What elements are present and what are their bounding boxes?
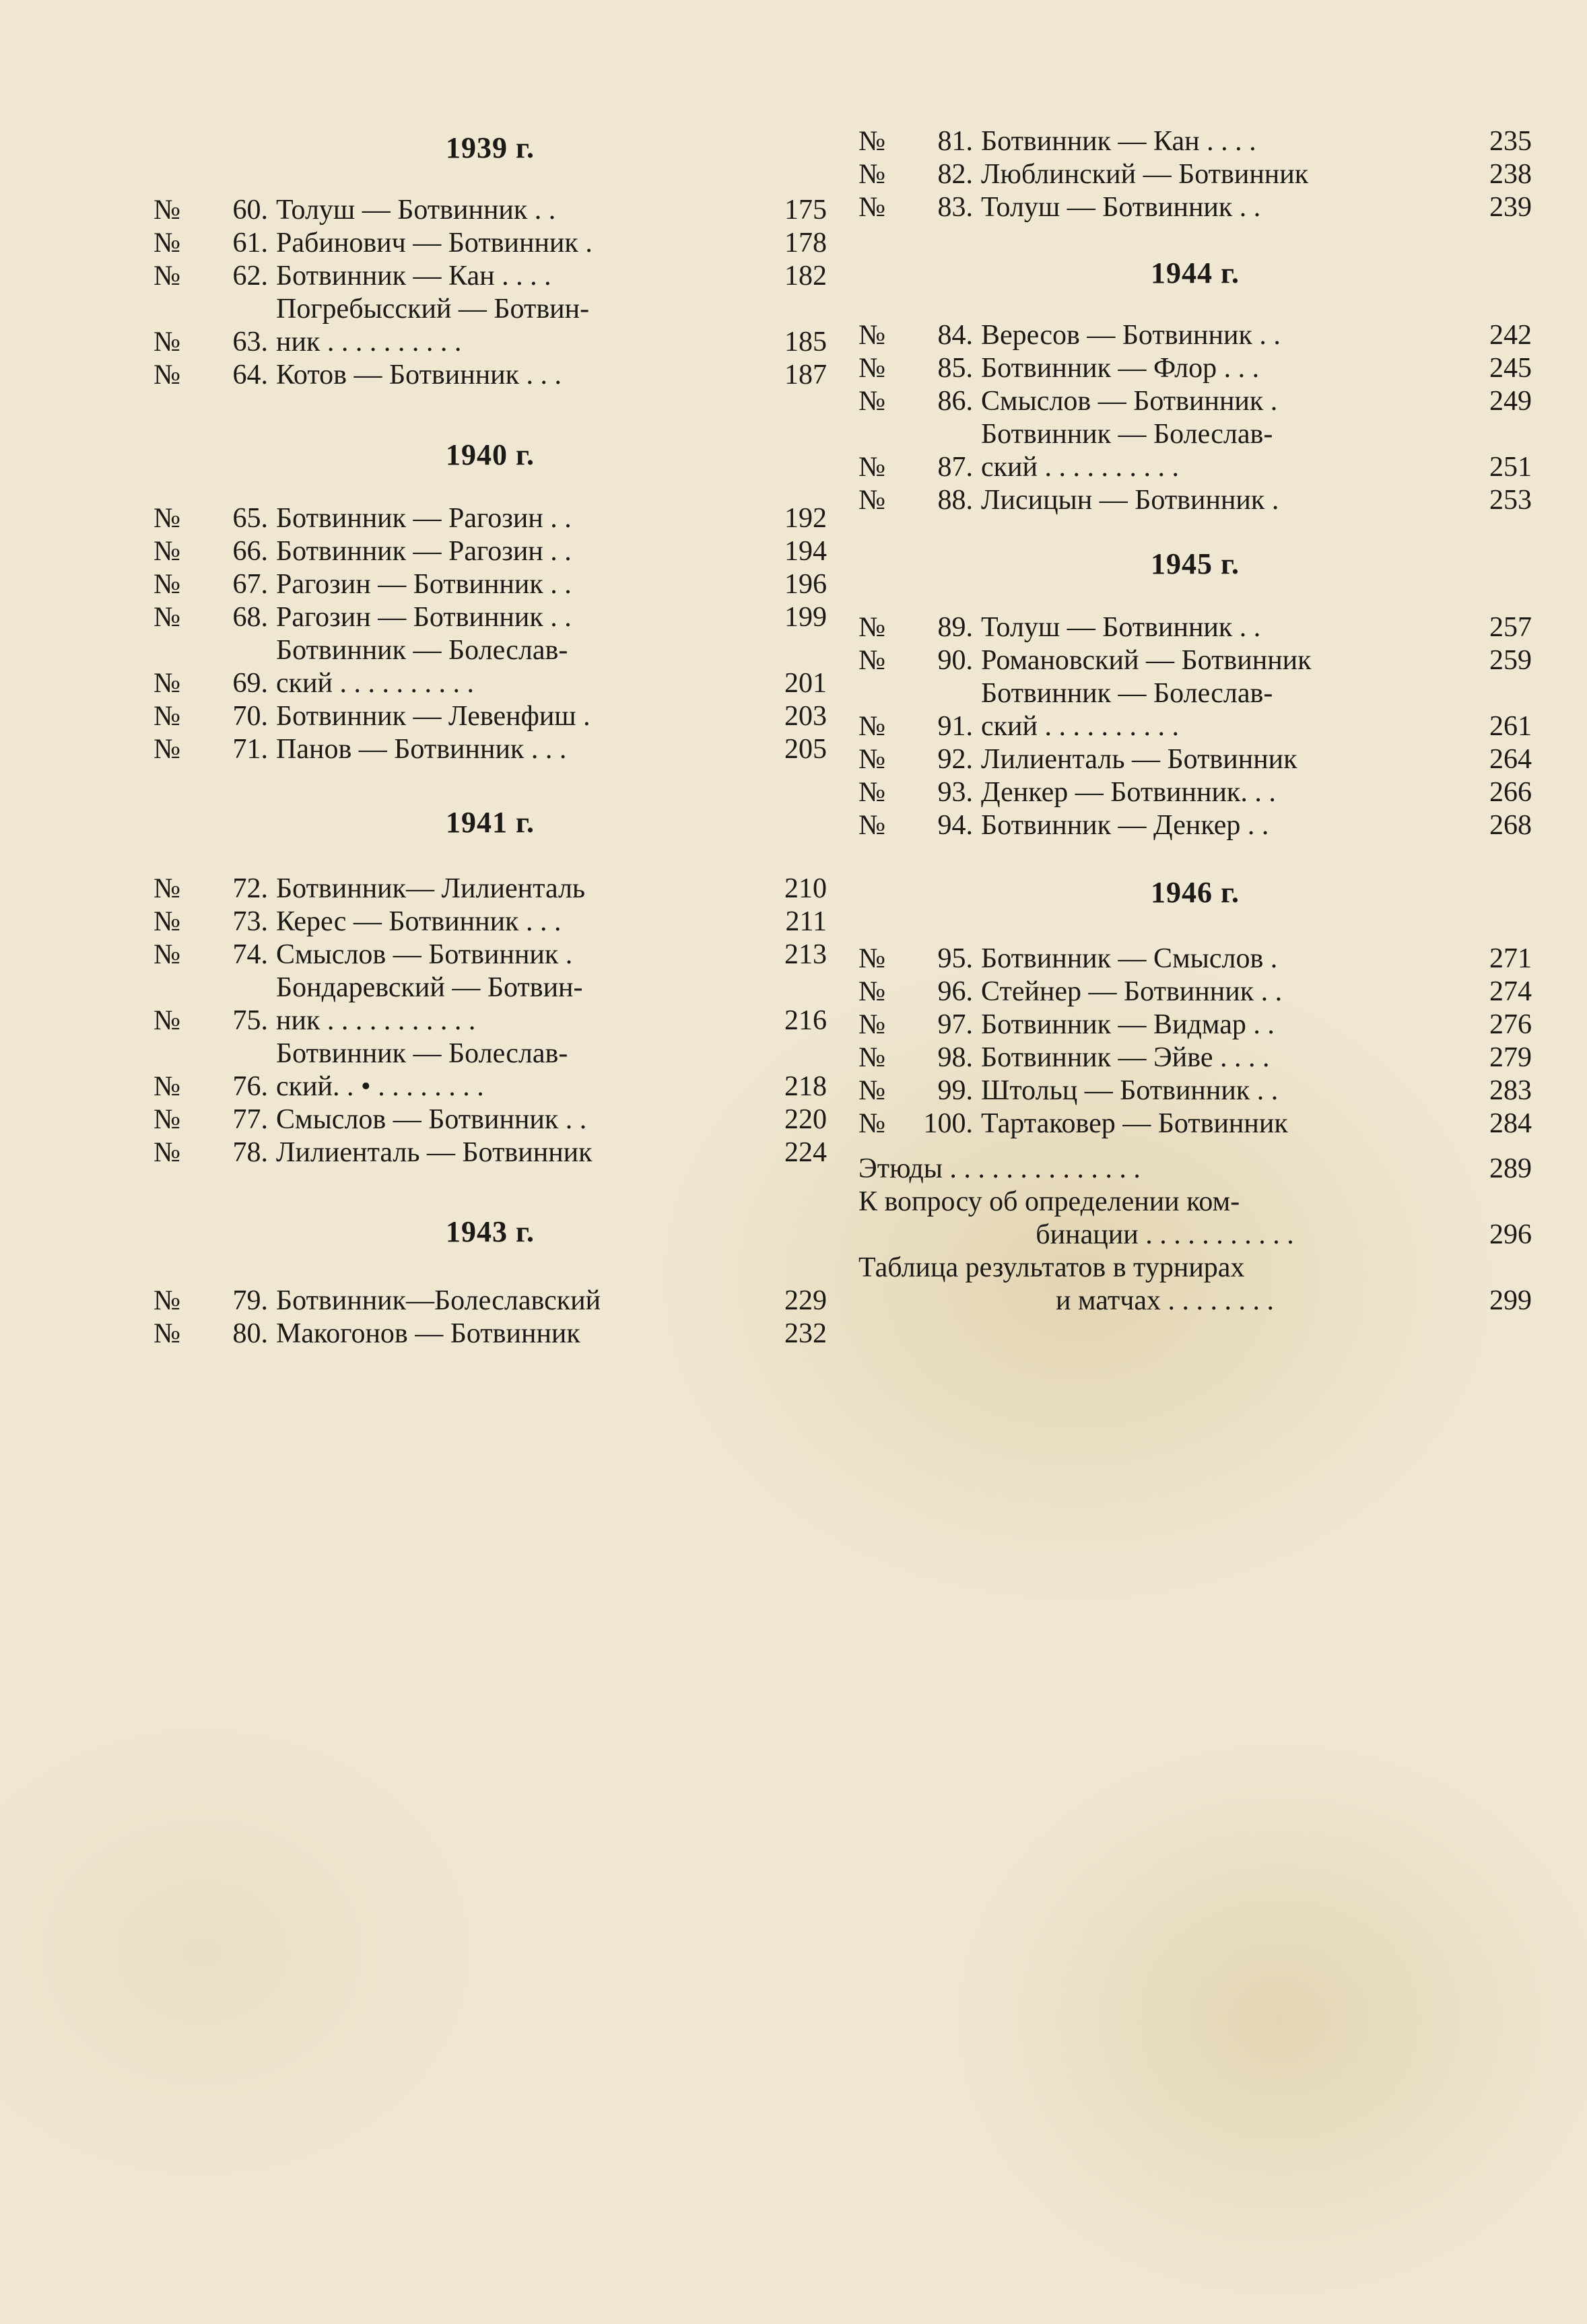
number-sign: № <box>858 386 886 417</box>
year-section-1941 <box>154 802 827 1169</box>
game-number: 61. <box>232 228 268 259</box>
number-sign: № <box>154 569 181 600</box>
number-sign: № <box>858 159 886 190</box>
number-sign: № <box>858 485 886 516</box>
year-heading: 1944 г. <box>1150 257 1240 289</box>
game-number: 97. <box>937 1009 973 1040</box>
toc-entry <box>858 976 1532 1009</box>
number-sign: № <box>858 452 886 483</box>
game-title: Лисицын — Ботвинник . <box>981 485 1279 516</box>
year-heading: 1943 г. <box>445 1215 535 1248</box>
title-line: и матчах . . . . . . . . <box>1056 1285 1274 1316</box>
game-number: 100. <box>923 1108 973 1139</box>
game-title: Ботвинник — Денкер . . <box>981 810 1269 841</box>
game-number: 71. <box>232 734 268 765</box>
toc-entry <box>154 293 827 359</box>
game-number: 88. <box>937 485 973 516</box>
game-title: Керес — Ботвинник . . . <box>276 906 562 937</box>
page-number: 187 <box>784 360 827 390</box>
game-number: 62. <box>232 261 268 292</box>
game-title: Штольц — Ботвинник . . <box>981 1075 1279 1106</box>
game-number: 74. <box>232 939 268 970</box>
year-heading: 1941 г. <box>445 806 535 839</box>
game-number: 72. <box>232 873 268 904</box>
number-sign: № <box>858 126 886 157</box>
page-number: 283 <box>1489 1075 1532 1106</box>
game-number: 60. <box>232 195 268 226</box>
toc-entry <box>858 776 1532 809</box>
game-number: 79. <box>232 1285 268 1316</box>
game-title: Тартаковер — Ботвинник <box>981 1108 1288 1139</box>
entry-title: Этюды . . . . . . . . . . . . . . <box>858 1153 1141 1184</box>
number-sign: № <box>154 1137 181 1168</box>
game-title: Ботвинник — Кан . . . . <box>981 126 1256 157</box>
toc-entry <box>154 700 827 733</box>
game-title: Ботвинник — Левенфиш . <box>276 701 590 732</box>
number-sign: № <box>154 906 181 937</box>
page-number: 276 <box>1489 1009 1532 1040</box>
title-line: Погребысский — Ботвин- <box>276 294 590 324</box>
toc-entry <box>858 418 1532 484</box>
page-number: 242 <box>1489 320 1532 351</box>
number-sign: № <box>154 602 181 633</box>
title-line: ник . . . . . . . . . . . <box>276 1005 476 1036</box>
number-sign: № <box>154 1104 181 1135</box>
toc-entry <box>858 644 1532 677</box>
number-sign: № <box>154 939 181 970</box>
toc-entry <box>154 873 827 905</box>
title-line: ский. . • . . . . . . . . <box>276 1071 484 1102</box>
year-section-1939 <box>154 128 827 392</box>
game-number: 91. <box>937 711 973 742</box>
year-heading: 1940 г. <box>445 438 535 471</box>
page-number: 210 <box>784 873 827 904</box>
number-sign: № <box>154 873 181 904</box>
toc-entry <box>154 733 827 766</box>
game-number: 81. <box>937 126 973 157</box>
page-number: 220 <box>784 1104 827 1135</box>
number-sign: № <box>154 261 181 292</box>
title-line: ник . . . . . . . . . . <box>276 327 462 357</box>
game-title: Лилиенталь — Ботвинник <box>981 744 1297 775</box>
toc-entry <box>154 1037 827 1103</box>
game-title: Рабинович — Ботвинник . <box>276 228 593 259</box>
number-sign: № <box>154 1005 181 1036</box>
number-sign: № <box>858 1108 886 1139</box>
game-number: 85. <box>937 353 973 384</box>
number-sign: № <box>154 734 181 765</box>
game-number: 77. <box>232 1104 268 1135</box>
number-sign: № <box>154 503 181 534</box>
toc-entry <box>858 1074 1532 1107</box>
page-number: 232 <box>784 1318 827 1349</box>
toc-entry <box>858 191 1532 224</box>
game-number: 82. <box>937 159 973 190</box>
page-number: 201 <box>784 668 827 699</box>
page-number: 279 <box>1489 1042 1532 1073</box>
game-title: Ботвинник— Лилиенталь <box>276 873 586 904</box>
game-title: Панов — Ботвинник . . . <box>276 734 567 765</box>
title-line: ский . . . . . . . . . . <box>981 711 1179 742</box>
page-number: 185 <box>784 327 827 357</box>
page-number: 196 <box>784 569 827 600</box>
toc-entry <box>154 971 827 1037</box>
toc-entry <box>858 943 1532 976</box>
page-number: 299 <box>1489 1285 1532 1316</box>
page-number: 296 <box>1489 1219 1532 1250</box>
game-title: Люблинский — Ботвинник <box>981 159 1309 190</box>
game-title: Смыслов — Ботвинник . <box>981 386 1278 417</box>
game-title: Ботвинник — Эйве . . . . <box>981 1042 1270 1073</box>
game-title <box>981 418 1471 484</box>
game-title: Ботвинник — Рагозин . . <box>276 536 572 567</box>
toc-entry <box>858 1107 1532 1140</box>
page-number: 194 <box>784 536 827 567</box>
game-title: Рагозин — Ботвинник . . <box>276 569 572 600</box>
game-title: Толуш — Ботвинник . . <box>981 192 1261 223</box>
game-number: 67. <box>232 569 268 600</box>
year-section-1946 <box>858 873 1532 1140</box>
game-number: 90. <box>937 645 973 676</box>
toc-entry <box>858 743 1532 776</box>
game-number: 68. <box>232 602 268 633</box>
toc-entry-results-table <box>858 1252 1532 1318</box>
toc-entry <box>154 634 827 700</box>
game-title: Ботвинник — Кан . . . . <box>276 261 551 292</box>
page-number: 182 <box>784 261 827 292</box>
game-number: 92. <box>937 744 973 775</box>
year-section-1944 <box>858 253 1532 517</box>
page-number: 271 <box>1489 943 1532 974</box>
toc-entry <box>858 1009 1532 1041</box>
toc-entry <box>858 319 1532 352</box>
title-line: К вопросу об определении ком- <box>858 1186 1240 1217</box>
number-sign: № <box>154 1071 181 1102</box>
page-number: 178 <box>784 228 827 259</box>
entry-title <box>858 1252 1471 1318</box>
year-section-1940 <box>154 435 827 766</box>
game-title <box>276 971 766 1037</box>
title-line: ский . . . . . . . . . . <box>276 668 474 699</box>
title-line: ский . . . . . . . . . . <box>981 452 1179 483</box>
page-number: 235 <box>1489 126 1532 157</box>
toc-entry <box>858 611 1532 644</box>
game-title: Смыслов — Ботвинник . . <box>276 1104 587 1135</box>
game-title <box>981 677 1471 743</box>
page-number: 238 <box>1489 159 1532 190</box>
game-number: 98. <box>937 1042 973 1073</box>
game-title: Макогонов — Ботвинник <box>276 1318 580 1349</box>
toc-entry <box>154 260 827 293</box>
game-title: Стейнер — Ботвинник . . <box>981 976 1283 1007</box>
game-title: Ботвинник — Флор . . . <box>981 353 1260 384</box>
toc-entry <box>154 535 827 568</box>
toc-entry-combination <box>858 1186 1532 1252</box>
page-number: 224 <box>784 1137 827 1168</box>
page-number: 289 <box>1489 1153 1532 1184</box>
toc-entry <box>858 484 1532 517</box>
year-heading: 1939 г. <box>445 131 535 164</box>
game-title: Ботвинник — Видмар . . <box>981 1009 1275 1040</box>
page-number: 213 <box>784 939 827 970</box>
game-title: Толуш — Ботвинник . . <box>276 195 556 226</box>
game-number: 66. <box>232 536 268 567</box>
toc-entry-etudes <box>858 1153 1532 1186</box>
game-title: Лилиенталь — Ботвинник <box>276 1137 593 1168</box>
game-number: 86. <box>937 386 973 417</box>
game-number: 95. <box>937 943 973 974</box>
title-line: Ботвинник — Болеслав- <box>276 635 568 666</box>
page-number: 218 <box>784 1071 827 1102</box>
number-sign: № <box>858 353 886 384</box>
game-number: 84. <box>937 320 973 351</box>
number-sign: № <box>858 320 886 351</box>
page-number: 251 <box>1489 452 1532 483</box>
page-number: 284 <box>1489 1108 1532 1139</box>
toc-entry <box>154 601 827 634</box>
number-sign: № <box>858 1009 886 1040</box>
title-line: Таблица результатов в турнирах <box>858 1252 1245 1283</box>
game-number: 94. <box>937 810 973 841</box>
game-title <box>276 634 766 700</box>
toc-entry <box>154 502 827 535</box>
page-number: 245 <box>1489 353 1532 384</box>
page-number: 249 <box>1489 386 1532 417</box>
toc-entry <box>154 359 827 392</box>
page-number: 239 <box>1489 192 1532 223</box>
toc-entry <box>154 1103 827 1136</box>
toc-entry <box>154 194 827 227</box>
page-number: 175 <box>784 195 827 226</box>
game-title: Смыслов — Ботвинник . <box>276 939 573 970</box>
game-number: 96. <box>937 976 973 1007</box>
year-heading: 1946 г. <box>1150 876 1240 909</box>
game-title: Рагозин — Ботвинник . . <box>276 602 572 633</box>
entry-title <box>858 1186 1471 1252</box>
number-sign: № <box>858 645 886 676</box>
game-title: Денкер — Ботвинник. . . <box>981 777 1276 808</box>
title-line: бинации . . . . . . . . . . . <box>1036 1219 1294 1250</box>
number-sign: № <box>858 744 886 775</box>
number-sign: № <box>154 195 181 226</box>
game-number: 75. <box>232 1005 268 1036</box>
page-number: 253 <box>1489 485 1532 516</box>
page-number: 264 <box>1489 744 1532 775</box>
toc-entry <box>858 677 1532 743</box>
page-number: 257 <box>1489 612 1532 643</box>
game-number: 83. <box>937 192 973 223</box>
page-number: 268 <box>1489 810 1532 841</box>
game-title: Ботвинник—Болеславский <box>276 1285 601 1316</box>
number-sign: № <box>154 701 181 732</box>
game-number: 78. <box>232 1137 268 1168</box>
page-number: 203 <box>784 701 827 732</box>
number-sign: № <box>858 1075 886 1106</box>
toc-entry <box>154 568 827 601</box>
game-title: Вересов — Ботвинник . . <box>981 320 1281 351</box>
appendix-entries <box>858 1153 1532 1318</box>
number-sign: № <box>858 976 886 1007</box>
number-sign: № <box>154 668 181 699</box>
number-sign: № <box>154 228 181 259</box>
number-sign: № <box>154 1285 181 1316</box>
game-number: 99. <box>937 1075 973 1106</box>
toc-entry <box>154 1318 827 1351</box>
page-number: 261 <box>1489 711 1532 742</box>
toc-entry <box>858 352 1532 385</box>
page-number: 211 <box>785 906 827 937</box>
year-section-1943-continued <box>858 125 1532 224</box>
page-number: 266 <box>1489 777 1532 808</box>
toc-entry <box>858 125 1532 158</box>
page-number: 274 <box>1489 976 1532 1007</box>
toc-entry <box>858 158 1532 191</box>
game-title: Романовский — Ботвинник <box>981 645 1312 676</box>
game-number: 76. <box>232 1071 268 1102</box>
page-number: 192 <box>784 503 827 534</box>
game-number: 65. <box>232 503 268 534</box>
game-title <box>276 1037 766 1103</box>
page-number: 229 <box>784 1285 827 1316</box>
game-title <box>276 293 766 359</box>
year-section-1943 <box>154 1212 827 1351</box>
game-number: 87. <box>937 452 973 483</box>
toc-entry <box>154 1285 827 1318</box>
game-number: 73. <box>232 906 268 937</box>
game-title: Ботвинник — Рагозин . . <box>276 503 572 534</box>
title-line: Бондаревский — Ботвин- <box>276 972 583 1003</box>
game-number: 80. <box>232 1318 268 1349</box>
number-sign: № <box>858 1042 886 1073</box>
toc-entry <box>154 227 827 260</box>
page-number: 216 <box>784 1005 827 1036</box>
title-line: Ботвинник — Болеслав- <box>981 678 1273 709</box>
game-number: 93. <box>937 777 973 808</box>
toc-entry <box>858 809 1532 842</box>
toc-entry <box>154 938 827 971</box>
number-sign: № <box>858 943 886 974</box>
toc-entry <box>154 1136 827 1169</box>
game-title: Котов — Ботвинник . . . <box>276 360 562 390</box>
game-number: 63. <box>232 327 268 357</box>
game-title: Толуш — Ботвинник . . <box>981 612 1261 643</box>
game-number: 64. <box>232 360 268 390</box>
number-sign: № <box>154 536 181 567</box>
game-title: Ботвинник — Смыслов . <box>981 943 1278 974</box>
number-sign: № <box>858 612 886 643</box>
title-line: Ботвинник — Болеслав- <box>981 419 1273 450</box>
game-number: 70. <box>232 701 268 732</box>
year-heading: 1945 г. <box>1150 547 1240 580</box>
toc-entry <box>858 1041 1532 1074</box>
number-sign: № <box>154 1318 181 1349</box>
toc-entry <box>154 905 827 938</box>
number-sign: № <box>858 711 886 742</box>
number-sign: № <box>858 810 886 841</box>
page-number: 199 <box>784 602 827 633</box>
year-section-1945 <box>858 544 1532 842</box>
toc-entry <box>858 385 1532 418</box>
page-number: 259 <box>1489 645 1532 676</box>
number-sign: № <box>154 327 181 357</box>
game-number: 89. <box>937 612 973 643</box>
number-sign: № <box>858 777 886 808</box>
page-number: 205 <box>784 734 827 765</box>
number-sign: № <box>858 192 886 223</box>
number-sign: № <box>154 360 181 390</box>
game-number: 69. <box>232 668 268 699</box>
title-line: Ботвинник — Болеслав- <box>276 1038 568 1069</box>
